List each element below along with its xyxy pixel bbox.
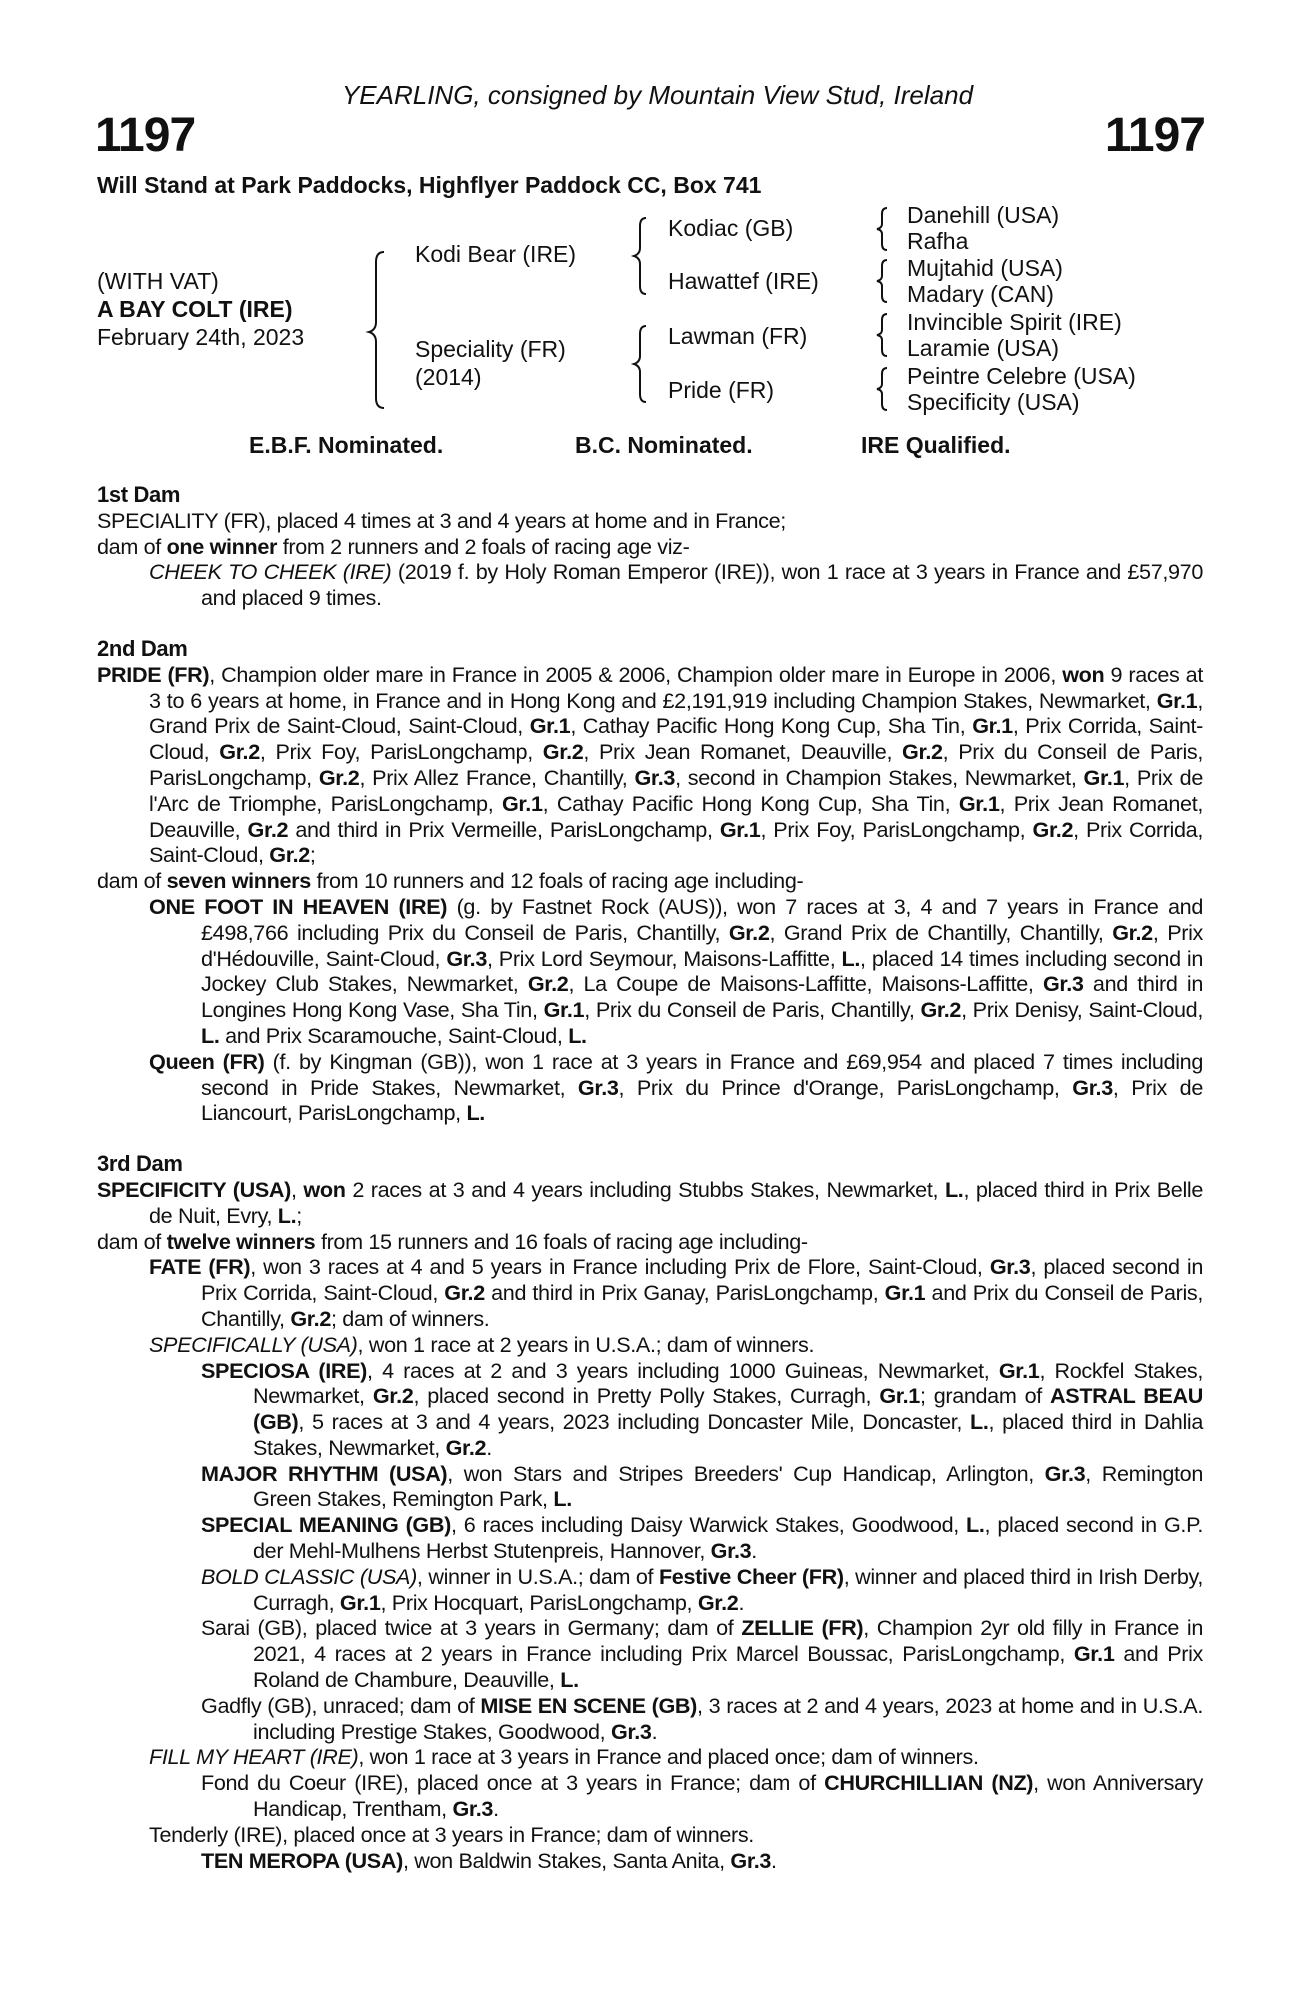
bold-text: L. xyxy=(553,1486,572,1512)
progeny-entry xyxy=(97,1049,1203,1126)
text: , won 1 race at 2 years in U.S.A.; dam of winners. xyxy=(357,1331,815,1357)
bold-text: Gr.1 xyxy=(958,790,1000,816)
text: and third in Prix Ganay, ParisLongchamp, xyxy=(484,1280,885,1306)
text: , Prix Foy, ParisLongchamp, xyxy=(760,816,1033,842)
text: , Remington Green Stakes, Remington Park, xyxy=(253,1460,1204,1512)
dam-year: (2014) xyxy=(415,364,482,390)
bold-text: Gr.3 xyxy=(610,1718,652,1744)
bold-text: won xyxy=(1062,661,1105,687)
dam-section xyxy=(97,1151,1203,1873)
text: , Cathay Pacific Hong Kong Cup, Sha Tin, xyxy=(542,790,959,816)
bold-text: Gr.1 xyxy=(884,1280,926,1306)
brace-icon xyxy=(634,218,646,294)
text: , Cathay Pacific Hong Kong Cup, Sha Tin, xyxy=(570,713,973,739)
text: , Prix du Conseil de Paris, Chantilly, xyxy=(584,997,921,1023)
grandparent: Hawattef (IRE) xyxy=(668,268,819,294)
stand-location: Will Stand at Park Paddocks, Highflyer Paddock CC, Box 741 xyxy=(97,172,762,198)
text: (g. by Fastnet Rock (AUS)), won 7 races at 3, 4 and 7 years in France and £498,766 including Prix du Conseil de Paris, Chantilly, xyxy=(201,893,1203,945)
text: from 15 runners and 16 foals of racing age including- xyxy=(315,1228,808,1254)
progeny-entry xyxy=(97,1848,1203,1874)
bold-text: Gr.2 xyxy=(1112,919,1153,945)
sire: Kodi Bear (IRE) xyxy=(415,241,577,267)
text: Sarai (GB), placed twice at 3 years in Germany; dam of xyxy=(201,1615,742,1641)
bold-text: L. xyxy=(466,1100,485,1126)
bold-text: PRIDE (FR) xyxy=(97,661,210,687)
pedigree-braces xyxy=(0,0,1315,460)
text: , won Baldwin Stakes, Santa Anita, xyxy=(402,1847,731,1873)
text: from 2 runners and 2 foals of racing age viz- xyxy=(277,533,690,559)
text: , Prix Denisy, Saint-Cloud, xyxy=(961,997,1203,1023)
text: dam of xyxy=(97,868,167,894)
text: , Prix de l'Arc de Triomphe, ParisLongchamp, xyxy=(149,764,1203,816)
text: , La Coupe de Maisons-Laffitte, Maisons-Laffitte, xyxy=(568,971,1043,997)
bold-text: ASTRAL BEAU (GB) xyxy=(253,1383,1203,1435)
text: , Rockfel Stakes, Newmarket, xyxy=(253,1357,1204,1409)
bold-text: CHURCHILLIAN (NZ) xyxy=(824,1770,1034,1796)
bold-text: SPECIOSA (IRE) xyxy=(201,1357,368,1383)
bold-text: Festive Cheer (FR) xyxy=(658,1563,844,1589)
grandparent: Lawman (FR) xyxy=(668,323,808,349)
italic-text: CHEEK TO CHEEK (IRE) xyxy=(149,559,392,585)
text: , Prix Allez France, Chantilly, xyxy=(359,764,635,790)
text: , Prix du Conseil de Paris, ParisLongchamp, xyxy=(149,739,1203,790)
bold-text: FATE (FR) xyxy=(149,1254,251,1280)
vat-note: (WITH VAT) xyxy=(97,268,219,294)
text: (2019 f. by Holy Roman Emperor (IRE)), won 1 race at 3 years in France and £57,970 and placed 9 times. xyxy=(201,559,1203,611)
text: , Grand Prix de Chantilly, Chantilly, xyxy=(769,919,1113,945)
text: 9 races at 3 to 6 years at home, in France and in Hong Kong and £2,191,919 including Champion Stakes, Newmarket, xyxy=(149,661,1203,713)
text: , placed 14 times including second in Jockey Club Stakes, Newmarket, xyxy=(201,945,1204,997)
bold-text: Gr.3 xyxy=(446,945,487,971)
progeny-entry xyxy=(97,894,1203,1049)
progeny-entry xyxy=(97,1332,1203,1358)
text: , Prix Jean Romanet, Deauville, xyxy=(583,739,903,765)
progeny-entry xyxy=(97,1229,1203,1255)
progeny-entry xyxy=(97,1770,1203,1822)
bold-text: L. xyxy=(970,1409,989,1435)
progeny-entry xyxy=(97,534,1203,560)
text: 2 races at 3 and 4 years including Stubbs Stakes, Newmarket, xyxy=(345,1176,945,1202)
text: , Grand Prix de Saint-Cloud, Saint-Cloud, xyxy=(149,687,1203,739)
text: , 5 races at 3 and 4 years, 2023 including Doncaster Mile, Doncaster, xyxy=(298,1409,971,1435)
text: Gadfly (GB), unraced; dam of xyxy=(201,1692,481,1718)
text: , 3 races at 2 and 4 years, 2023 at home and in U.S.A. including Prestige Stakes, Goodwood, xyxy=(253,1692,1203,1744)
text: dam of xyxy=(97,1228,167,1254)
text: . xyxy=(738,1589,745,1615)
text: Tenderly (IRE), placed once at 3 years in France; dam of winners. xyxy=(149,1821,754,1847)
progeny-entry xyxy=(97,1744,1203,1770)
bold-text: Gr.2 xyxy=(527,971,569,997)
bold-text: twelve winners xyxy=(166,1228,316,1254)
great-grandparent: Mujtahid (USA) xyxy=(907,255,1063,281)
bold-text: Gr.2 xyxy=(290,1305,331,1331)
bold-text: Gr.1 xyxy=(719,816,761,842)
bold-text: Gr.2 xyxy=(445,1434,487,1460)
bold-text: Gr.2 xyxy=(920,997,962,1023)
bold-text: Gr.2 xyxy=(902,739,943,765)
bold-text: L. xyxy=(560,1667,579,1693)
bold-text: Gr.1 xyxy=(543,997,585,1023)
text: ; grandam of xyxy=(919,1383,1051,1409)
text: , Prix de Liancourt, ParisLongchamp, xyxy=(201,1074,1203,1126)
text: , 4 races at 2 and 3 years including 1000 Guineas, Newmarket, xyxy=(367,1357,999,1383)
text: , placed second in G.P. der Mehl-Mulhens Herbst Stutenpreis, Hannover, xyxy=(253,1512,1203,1564)
bold-text: Gr.3 xyxy=(730,1847,772,1873)
bold-text: L. xyxy=(277,1202,297,1228)
dam-section xyxy=(97,482,1203,611)
text: Fond du Coeur (IRE), placed once at 3 years in France; dam of xyxy=(201,1770,825,1796)
great-grandparent: Laramie (USA) xyxy=(907,335,1060,361)
text: , Champion older mare in France in 2005 & 2006, Champion older mare in Europe in 2006, xyxy=(209,661,1063,687)
text: . xyxy=(486,1434,492,1460)
text: and third in Longines Hong Kong Vase, Sha Tin, xyxy=(201,971,1203,1023)
text: and Prix Scaramouche, Saint-Cloud, xyxy=(219,1022,569,1048)
bold-text: L. xyxy=(568,1022,587,1048)
text: (f. by Kingman (GB)), won 1 race at 3 years in France and £69,954 and placed 7 times including second in Pride Stakes, Newmarket, xyxy=(201,1048,1203,1100)
great-grandparent: Madary (CAN) xyxy=(907,281,1054,307)
bold-text: Gr.2 xyxy=(372,1383,414,1409)
dam-section xyxy=(97,636,1203,1126)
progeny-entry xyxy=(97,559,1203,611)
progeny-entry xyxy=(97,1358,1203,1461)
bold-text: Gr.2 xyxy=(269,842,310,868)
section-heading: 2nd Dam xyxy=(97,635,188,661)
text: , placed third in Dahlia Stakes, Newmarket, xyxy=(253,1409,1203,1460)
bold-text: Gr.3 xyxy=(634,764,676,790)
bold-text: won xyxy=(303,1176,346,1202)
bold-text: Gr.2 xyxy=(697,1589,739,1615)
text: dam of xyxy=(97,533,167,559)
great-grandparent: Invincible Spirit (IRE) xyxy=(907,309,1122,335)
bold-text: L. xyxy=(841,945,861,971)
bold-text: Gr.1 xyxy=(972,713,1013,739)
text: , second in Champion Stakes, Newmarket, xyxy=(675,764,1084,790)
bold-text: Gr.2 xyxy=(542,739,584,765)
progeny-entry xyxy=(97,1822,1203,1848)
text: , Prix Foy, ParisLongchamp, xyxy=(259,739,543,765)
progeny-entry xyxy=(97,508,1203,534)
progeny-entry xyxy=(97,1564,1203,1616)
bold-text: Gr.2 xyxy=(444,1280,485,1306)
lot-number-right: 1197 xyxy=(1104,109,1205,162)
bold-text: MAJOR RHYTHM (USA) xyxy=(201,1460,448,1486)
text: , Prix Lord Seymour, Maisons-Laffitte, xyxy=(486,945,842,971)
bold-text: Queen (FR) xyxy=(149,1048,265,1074)
great-grandparent: Specificity (USA) xyxy=(907,389,1080,415)
bold-text: TEN MEROPA (USA) xyxy=(201,1847,403,1873)
ire-qualification: IRE Qualified. xyxy=(861,432,1011,458)
bold-text: ZELLIE (FR) xyxy=(741,1615,864,1641)
bold-text: Gr.3 xyxy=(1042,971,1084,997)
bold-text: Gr.3 xyxy=(989,1254,1031,1280)
text: and Prix Roland de Chambure, Deauville, xyxy=(253,1641,1203,1693)
text: , winner in U.S.A.; dam of xyxy=(416,1563,659,1589)
text: , won 3 races at 4 and 5 years in France including Prix de Flore, Saint-Cloud, xyxy=(250,1254,990,1280)
bold-text: ONE FOOT IN HEAVEN (IRE) xyxy=(149,893,448,919)
bold-text: Gr.1 xyxy=(998,1357,1040,1383)
text: ; dam of winners. xyxy=(330,1305,490,1331)
grandparent: Pride (FR) xyxy=(668,377,775,403)
bold-text: seven winners xyxy=(166,868,311,894)
text: . xyxy=(771,1847,777,1873)
consignor-line: YEARLING, consigned by Mountain View Stud, Ireland xyxy=(341,80,974,110)
progeny-entry xyxy=(97,868,1203,894)
text: , won 1 race at 3 years in France and placed once; dam of winners. xyxy=(358,1744,979,1770)
bold-text: Gr.1 xyxy=(1083,764,1125,790)
bold-text: Gr.2 xyxy=(219,739,260,765)
brace-icon xyxy=(877,368,887,410)
lot-number-left: 1197 xyxy=(95,109,196,162)
section-heading: 3rd Dam xyxy=(97,1151,183,1177)
bold-text: Gr.3 xyxy=(452,1796,494,1822)
bold-text: Gr.1 xyxy=(879,1383,920,1409)
grandparent: Kodiac (GB) xyxy=(668,215,794,241)
text: and Prix du Conseil de Paris, Chantilly, xyxy=(201,1280,1203,1331)
bold-text: SPECIFICITY (USA) xyxy=(97,1176,291,1202)
italic-text: BOLD CLASSIC (USA) xyxy=(201,1563,417,1589)
text: , 6 races including Daisy Warwick Stakes, Goodwood, xyxy=(450,1512,967,1538)
text: , placed second in Prix Corrida, Saint-Cloud, xyxy=(201,1254,1203,1306)
bold-text: one winner xyxy=(166,533,278,559)
text: and third in Prix Vermeille, ParisLongchamp, xyxy=(288,816,720,842)
progeny-entry xyxy=(97,1177,1203,1229)
bold-text: L. xyxy=(966,1512,985,1538)
brace-icon xyxy=(877,208,887,250)
text: , Prix Corrida, Saint-Cloud, xyxy=(149,713,1203,765)
bold-text: Gr.1 xyxy=(339,1589,381,1615)
bold-text: Gr.2 xyxy=(247,816,289,842)
text: . xyxy=(493,1796,499,1822)
text: , winner and placed third in Irish Derby, Curragh, xyxy=(253,1563,1203,1615)
text: , placed third in Prix Belle de Nuit, Evry, xyxy=(149,1176,1204,1228)
text: . xyxy=(651,1718,658,1744)
catalogue-body xyxy=(97,482,1203,1898)
text: ; xyxy=(309,842,316,868)
bold-text: L. xyxy=(944,1176,964,1202)
bold-text: SPECIAL MEANING (GB) xyxy=(201,1512,451,1538)
bold-text: Gr.1 xyxy=(501,790,543,816)
bold-text: Gr.1 xyxy=(529,713,571,739)
text: , won Anniversary Handicap, Trentham, xyxy=(253,1770,1203,1822)
progeny-entry xyxy=(97,1615,1203,1692)
text: , Prix d'Hédouville, Saint-Cloud, xyxy=(201,919,1203,971)
bold-text: Gr.2 xyxy=(1032,816,1074,842)
progeny-entry xyxy=(97,1254,1203,1331)
bold-text: Gr.2 xyxy=(728,919,770,945)
italic-text: SPECIFICALLY (USA) xyxy=(149,1331,358,1357)
text: , won Stars and Stripes Breeders' Cup Handicap, Arlington, xyxy=(447,1460,1045,1486)
great-grandparent: Peintre Celebre (USA) xyxy=(907,363,1136,389)
progeny-entry xyxy=(97,662,1203,868)
italic-text: FILL MY HEART (IRE) xyxy=(149,1744,359,1770)
foaling-date: February 24th, 2023 xyxy=(97,324,305,350)
text: , xyxy=(290,1176,304,1202)
text: ; xyxy=(296,1202,302,1228)
text: , Champion 2yr old filly in France in 2021, 4 races at 2 years in France including Prix Marcel Boussac, ParisLongchamp, xyxy=(253,1615,1203,1667)
brace-icon xyxy=(369,252,384,408)
brace-icon xyxy=(634,326,646,402)
brace-icon xyxy=(877,260,887,302)
text: , Prix Corrida, Saint-Cloud, xyxy=(149,816,1203,868)
text: . xyxy=(751,1538,757,1564)
progeny-entry xyxy=(97,1512,1203,1564)
text: , Prix du Prince d'Orange, ParisLongchamp, xyxy=(618,1074,1073,1100)
dam: Speciality (FR) xyxy=(415,336,566,362)
bold-text: Gr.3 xyxy=(577,1074,619,1100)
progeny-entry xyxy=(97,1461,1203,1513)
bold-text: Gr.2 xyxy=(318,764,360,790)
bold-text: Gr.3 xyxy=(1044,1460,1086,1486)
bold-text: Gr.3 xyxy=(1072,1074,1113,1100)
bold-text: MISE EN SCENE (GB) xyxy=(480,1692,697,1718)
text: , Prix Hocquart, ParisLongchamp, xyxy=(380,1589,698,1615)
progeny-entry xyxy=(97,1693,1203,1745)
great-grandparent: Danehill (USA) xyxy=(907,202,1060,228)
bold-text: Gr.3 xyxy=(710,1538,752,1564)
brace-icon xyxy=(877,314,887,356)
bold-text: Gr.1 xyxy=(1073,1641,1115,1667)
text: SPECIALITY (FR), placed 4 times at 3 and 4 years at home and in France; xyxy=(97,507,786,533)
text: , placed second in Pretty Polly Stakes, Curragh, xyxy=(413,1383,880,1409)
horse-name: A BAY COLT (IRE) xyxy=(97,296,293,322)
bold-text: L. xyxy=(201,1022,220,1048)
text: , Prix Jean Romanet, Deauville, xyxy=(149,790,1203,842)
text: from 10 runners and 12 foals of racing age including- xyxy=(310,868,804,894)
bold-text: Gr.1 xyxy=(1156,687,1198,713)
bc-nomination: B.C. Nominated. xyxy=(575,432,753,458)
section-heading: 1st Dam xyxy=(97,482,181,507)
ebf-nomination: E.B.F. Nominated. xyxy=(249,432,444,458)
great-grandparent: Rafha xyxy=(907,228,969,254)
